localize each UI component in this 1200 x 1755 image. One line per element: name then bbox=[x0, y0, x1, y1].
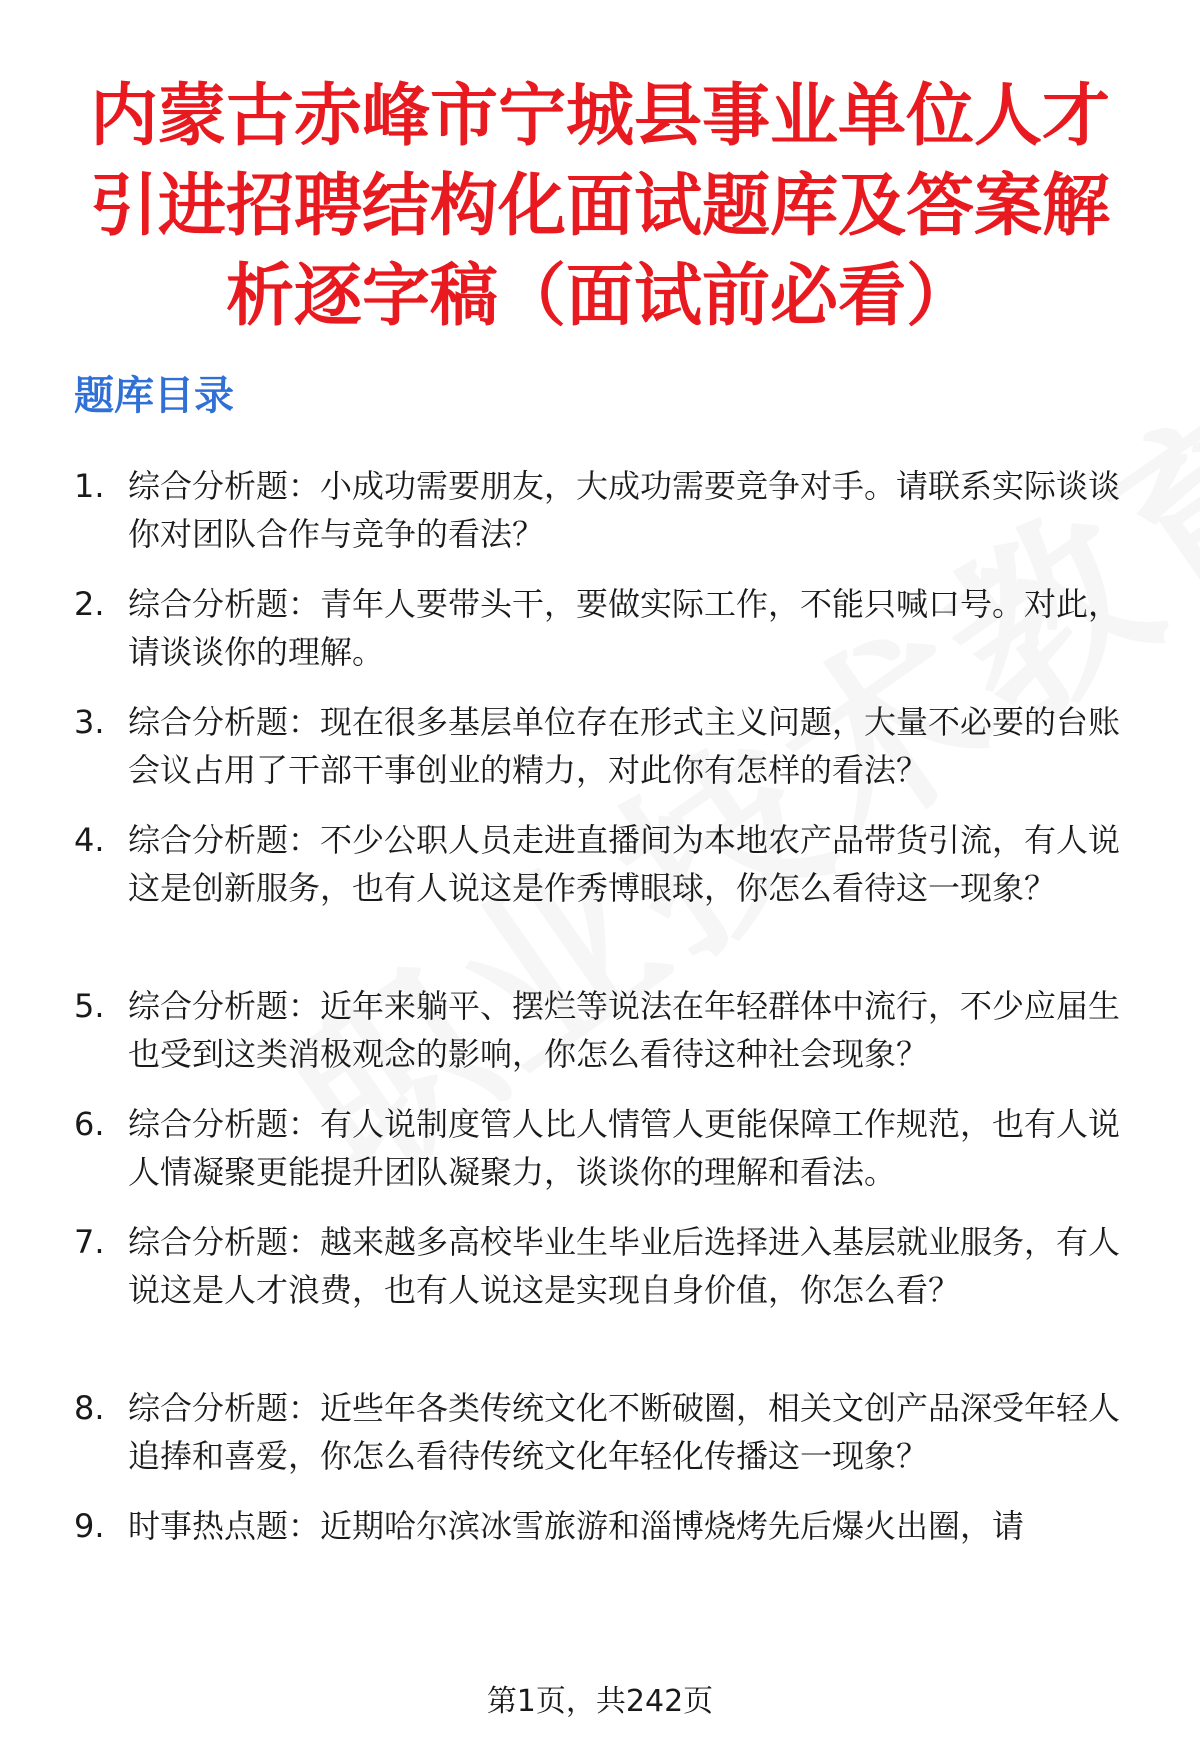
list-item bbox=[74, 462, 1134, 558]
list-item bbox=[74, 1100, 1134, 1196]
list-item bbox=[74, 816, 1134, 912]
item-text: 综合分析题：近些年各类传统文化不断破圈，相关文创产品深受年轻人追捧和喜爱，你怎么看待传统文化年轻化传播这一现象？ bbox=[128, 1389, 1121, 1475]
list-item bbox=[74, 982, 1134, 1078]
section-heading: 题库目录 bbox=[74, 373, 234, 419]
item-number: 8. bbox=[74, 1389, 105, 1427]
list-item bbox=[74, 1502, 1134, 1550]
item-text: 综合分析题：不少公职人员走进直播间为本地农产品带货引流，有人说这是创新服务，也有人说这是作秀博眼球，你怎么看待这一现象？ bbox=[128, 821, 1121, 907]
page-footer: 第1页，共242页 bbox=[486, 1684, 714, 1719]
item-text: 综合分析题：现在很多基层单位存在形式主义问题，大量不必要的台账会议占用了干部干事创业的精力，对此你有怎样的看法？ bbox=[128, 703, 1121, 789]
list-item bbox=[74, 1218, 1134, 1314]
item-text: 综合分析题：有人说制度管人比人情管人更能保障工作规范，也有人说人情凝聚更能提升团队凝聚力，谈谈你的理解和看法。 bbox=[128, 1105, 1121, 1191]
document-title: 内蒙古赤峰市宁城县事业单位人才引进招聘结构化面试题库及答案解析逐字稿（面试前必看） bbox=[89, 77, 1110, 336]
item-text: 时事热点题：近期哈尔滨冰雪旅游和淄博烧烤先后爆火出圈，请 bbox=[128, 1507, 1025, 1545]
item-text: 综合分析题：小成功需要朋友，大成功需要竞争对手。请联系实际谈谈你对团队合作与竞争的看法？ bbox=[128, 467, 1121, 553]
list-item bbox=[74, 1384, 1134, 1480]
item-number: 4. bbox=[74, 821, 105, 859]
item-number: 2. bbox=[74, 585, 105, 623]
item-number: 6. bbox=[74, 1105, 105, 1143]
list-item bbox=[74, 698, 1134, 794]
item-text: 综合分析题：青年人要带头干，要做实际工作，不能只喊口号。对此，请谈谈你的理解。 bbox=[128, 585, 1121, 671]
item-number: 7. bbox=[74, 1223, 105, 1261]
item-number: 1. bbox=[74, 467, 105, 505]
item-number: 3. bbox=[74, 703, 105, 741]
item-text: 综合分析题：近年来躺平、摆烂等说法在年轻群体中流行，不少应届生也受到这类消极观念的影响，你怎么看待这种社会现象？ bbox=[128, 987, 1121, 1073]
item-number: 9. bbox=[74, 1507, 105, 1545]
item-text: 综合分析题：越来越多高校毕业生毕业后选择进入基层就业服务，有人说这是人才浪费，也有人说这是实现自身价值，你怎么看？ bbox=[128, 1223, 1121, 1309]
list-item bbox=[74, 580, 1134, 676]
item-number: 5. bbox=[74, 987, 105, 1025]
